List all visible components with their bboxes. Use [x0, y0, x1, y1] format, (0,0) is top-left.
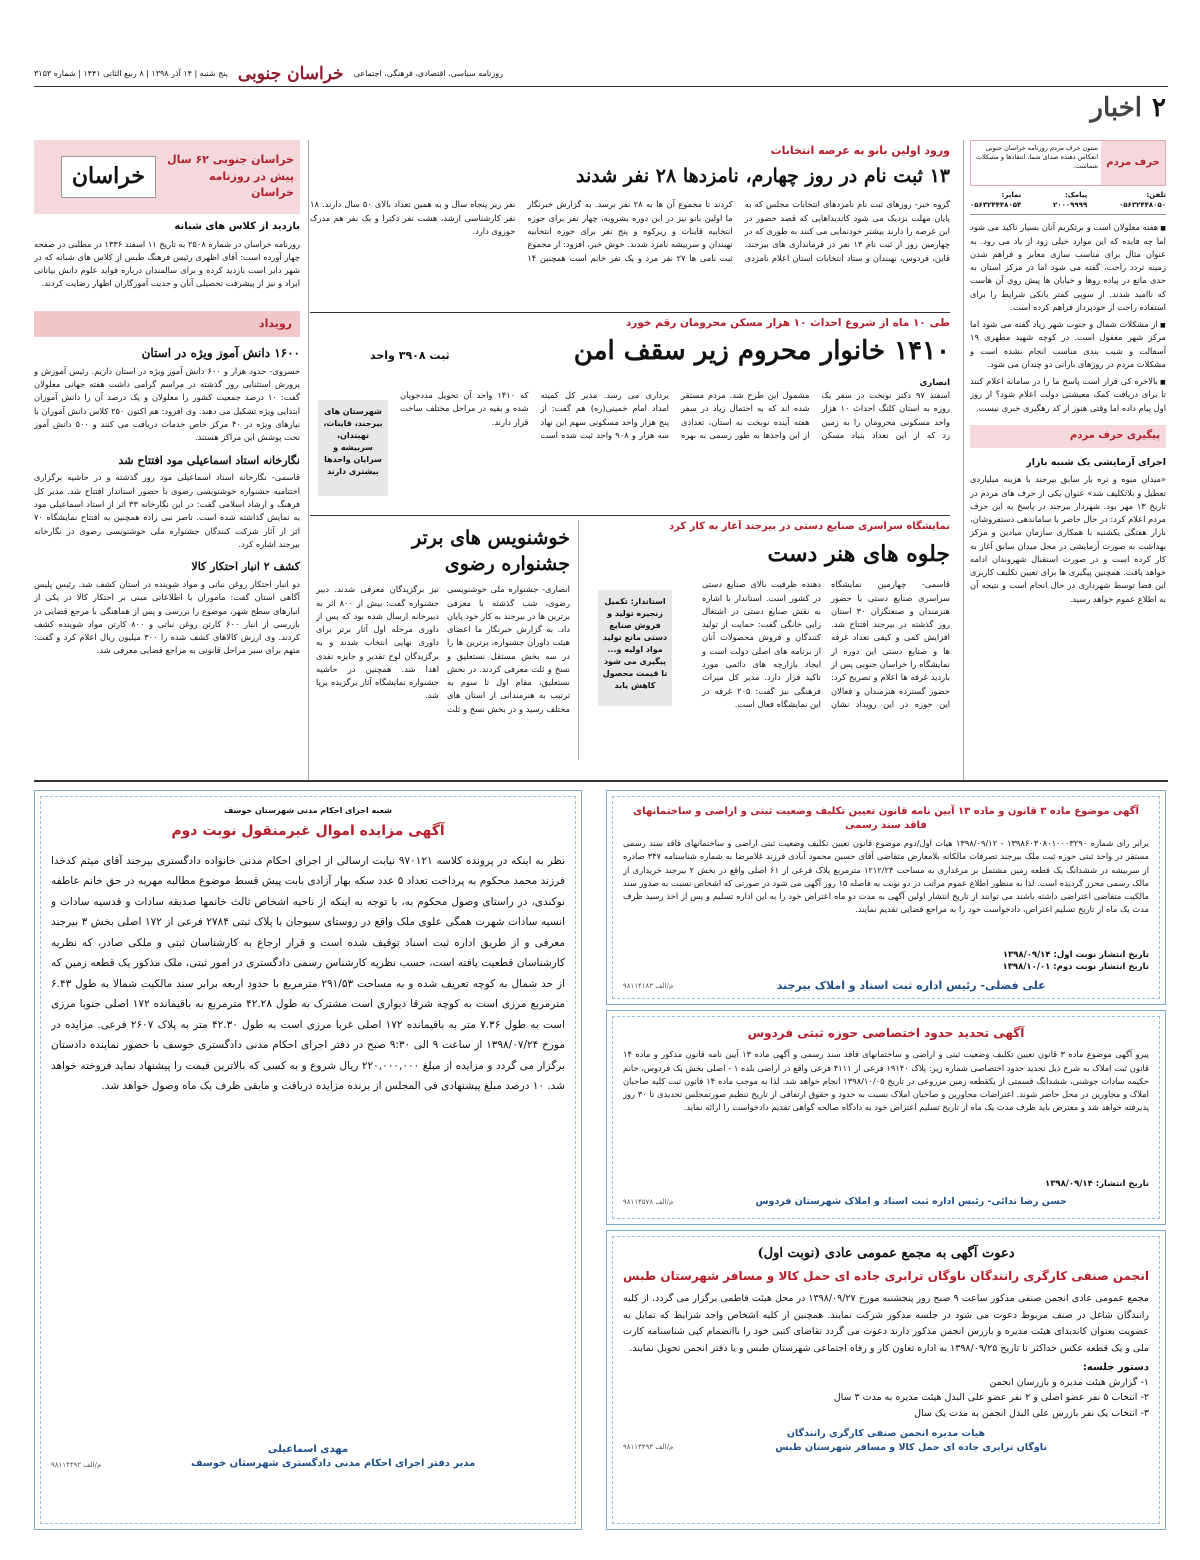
- story1-body: گروه خبر- روزهای ثبت نام نامزدهای انتخابات مجلس که به پایان مهلت نزدیک می شود کاندیداهایی که قصد حضور در این عرصه را دارند بیشتر خودنمایی می کنند به طوری که در چهارمین روز از ثبت نام ۱۳ نفر در فرمانداری های بیرجند، قاین، فردوس، نهبندان و ستاد انتخابات استان اعلام نامزدی کردند تا مجموع آن ها به ۲۸ نفر برسد. به گزارش خبرنگار ما اولین بانو نیز در این دوره بشرویه، چهار نفر برای حوزه انتخابیه قاینات و زیرکوه و پنج نفر برای حوزه انتخابیه نهبندان و سربیشه نامزد شدند. خوش خبر، افزود: از مجموع ثبت نامی ها ۲۷ نفر مرد و یک نفر خانم است همچنین ۱۴ نفر زیر پنجاه سال و به همین تعداد بالای ۵۰ سال دارند. ۱۸ نفر کارشناسی ارشد، هشت نفر دکترا و یک نفر هم مدرک حوزوی دارد.: [310, 199, 950, 263]
- story3-body: قاسمی- چهارمین نمایشگاه سراسری صنایع دستی با حضور هنرمندان و صنعتگران ۳۰ استان روز گذشته در بیرجند افتتاح شد. افزایش کمی و کیفی تعداد غرفه ها و صنایع دستی این دوره از نمایشگاه را خراسان جنوبی پس از بازدید غرفه ها اعلام و تصریح کرد: حضور گسترده هنرمندان و فعالان این حوزه در این رویداد نشان دهنده ظرفیت بالای صنایع دستی در کشور است. استاندار با اشاره به نقش صنایع دستی در اشتغال زایی خانگی گفت: حمایت از تولید کنندگان و فروش محصولات آنان از برنامه های اصلی دولت است و ایجاد بازارچه های دائمی مورد تاکید قرار دارد. مدیر کل میراث فرهنگی نیز گفت: ۲۰۵ غرفه در این نمایشگاه فعال است.: [702, 579, 950, 709]
- archive-badge: خراسان جنوبی ۶۲ سال پیش در روزنامه خراسان: [167, 153, 294, 200]
- ad3-agenda-item: ۲- انتخاب ۵ نفر عضو اصلی و ۲ نفر عضو علی البدل هیئت مدیره به مدت ۳ سال: [833, 1392, 1149, 1404]
- section-name: اخبار: [1090, 93, 1143, 123]
- events-title: رویداد: [34, 311, 300, 337]
- ad3-signature-2: ناوگان ترابری جاده ای حمل کالا و مسافر شهرستان طبس: [775, 1441, 1047, 1453]
- ad3-signature-1: هیات مدیره انجمن صنفی کارگری رانندگان: [786, 1427, 986, 1439]
- story2-title: ۱۴۱۰ خانوار محروم زیر سقف امن: [573, 336, 950, 367]
- page-number: ۲: [1152, 93, 1166, 123]
- ad1-signature: علی فضلی- رئیس اداره ثبت اسناد و املاک بیرجند: [776, 978, 1046, 992]
- paper-name-logo: خراسان جنوبی: [237, 63, 344, 84]
- story2-kicker: طی ۱۰ ماه از شروع احداث ۱۰ هزار مسکن محرومان رقم خورد: [625, 317, 950, 329]
- event2-title: نگارخانه استاد اسماعیلی مود افتتاح شد: [118, 453, 300, 467]
- ad4-title: آگهی مزایده اموال غیرمنقول نوبت دوم: [171, 822, 445, 839]
- story3-title: جلوه های هنر دست: [767, 540, 950, 567]
- sms-block: پیامک: ۲۰۰۰۹۹۹۹: [1053, 191, 1088, 210]
- event3-body: دو انبار احتکار روغن نباتی و مواد شوینده در استان کشف شد. رئیس پلیس آگاهی استان گفت: ماموران با اطلاعاتی مبنی بر احتکار کالا در یکی از انبارهای سطح شهر، موضوع را بررسی و پس از هماهنگی با مرجع قضایی در بازرسی از انبار ۶۰۰ کارتن روغن نباتی و ۸۰۰ کارتن مواد شوینده کشف کردند. وی ارزش کالاهای کشف شده را ۳۰۰ میلیون ریال اعلام کرد و گفت: متهم برای سیر مراحل قانونی به مراجع قضایی معرفی شد.: [34, 579, 300, 656]
- ad4-org: شعبه اجرای احکام مدنی شهرستان خوسف: [224, 806, 392, 815]
- ad1-body: برابر رای شماره ۱۳۹۸۶۰۳۰۸۰۱۰۰۰۳۲۹۰ - ۱۳۹۸/۰۹/۱۲ هیات اول/دوم موضوع قانون تعیین تکلیف وضعیت ثبتی اراضی و ساختمانهای فاقد سند رسمی مستقر در واحد ثبتی حوزه ثبت ملک بیرجند تصرفات مالکانه بلامعارض متقاضی آقای حسین محمود آبادی فرزند غلامرضا به شماره شناسنامه ۳۴۷ صادره از سربیشه در ششدانگ یک قطعه زمین مشتمل بر مرغداری به مساحت ۱۲۱۲/۲۴ مترمربع پلاک فرعی از ۶۱ اصلی واقع در بخش ۲ بیرجند خریداری از مالک رسمی محرز گردیده است. لذا به منظور اطلاع عموم مراتب در دو نوبت به فاصله ۱۵ روز آگهی می شود در صورتی که اشخاص نسبت به صدور سند مالکیت متقاضی اعتراضی داشته باشند می توانند از تاریخ انتشار اولین آگهی به مدت دو ماه اعتراض خود را به این اداره تسلیم و پس از اخذ رسید ظرف مدت یک ماه از تاریخ تسلیم اعتراض، دادخواست خود را به مراجع قضایی تقدیم نمایند.: [623, 838, 1149, 915]
- archive-logo: خراسان: [61, 156, 156, 198]
- masthead-subtitle: روزنامه سیاسی، اقتصادی، فرهنگی، اجتماعی: [353, 69, 504, 79]
- story2-body: اسفند ۹۷ دکتر نوبخت در سفر یک روزه به استان کلنگ احداث ۱۰ هزار واحد مسکونی محرومان را به زمین زد که از این تعداد بنیاد مسکن مشمول این طرح شد. مردم مستقر شده اند که به احتمال زیاد در سفر هفته آینده نوبخت به استان، تعدادی از این واحدها به طور رسمی به بهره برداری می رسد. مدیر کل کمیته امداد امام خمینی(ره) هم گفت: از پنج هزار واحد مسکونی سهم این نهاد سه هزار و ۹۰۸ واحد ثبت شده است که ۱۴۱۰ واحد آن تحویل مددجویان شده و بقیه در مراحل مختلف ساخت قرار دارند.: [400, 390, 950, 441]
- harf-item: ■ هفته معلولان است و برتکریم آنان بسیار تاکید می شود اما چه فایده که این موارد خیلی زود از یاد می رود. به عنوان مثال برای مناسب سازی معابر و فراهم شدن زمینه تردد راحت، گفته می شود اما در مرکز استان به حدی مانع در پیاده روها و خیابان ها پیش روی آن هاست که ناامید شدند. از سویی کمتر بانکی شرایط را برای استفاده راحت از خودپرداز فراهم کرده است.: [970, 221, 1166, 314]
- ads-separator: [34, 780, 1168, 782]
- event1-title: ۱۶۰۰ دانش آموز ویژه در استان: [141, 345, 300, 360]
- section-title: [1090, 90, 1166, 128]
- ad1-date1: تاریخ انتشار نوبت اول: ۱۳۹۸/۰۹/۱۴: [1002, 950, 1149, 960]
- divider: [310, 515, 950, 516]
- column-divider: [963, 140, 964, 780]
- ad3-body: مجمع عمومی عادی انجمن صنفی مذکور ساعت ۹ صبح روز پنجشنبه مورخ ۱۳۹۸/۰۹/۲۷ در محل هیئت فاطمی برگزار می گردد. از کلیه رانندگان شاغل در صنف مربوط دعوت می شود در جلسه مذکور شرکت نمایند. همچنین از کلیه اشخاص واجد شرایط که تمایل به عضویت بعنوان کاندیدای هیئت مدیره و بازرس انجمن مذکور دارند دعوت می گردد تقاضای کتبی خود را باانضمام کپی شناسنامه کارت ملی و یک قطعه عکس حداکثر تا تاریخ ۱۳۹۸/۰۹/۲۵ به اداره تعاون کار و رفاه اجتماعی شهرستان طبس و یا دفتر انجمن تحویل نمایند.: [623, 1293, 1150, 1355]
- event1-body: خسروی- حدود هزار و ۶۰۰ دانش آموز ویژه در استان داریم. رئیس آموزش و پرورش استثنایی روز گذشته در مراسم گرامی داشت هفته جهانی معلولان گفت: ۱۰ درصد جمعیت کشور را معلولان و یک درصد آن را دانش آموزان ابتدایی ویژه تشکیل می دهند. وی افزود: هم اکنون ۲۵۰ کلاس دانش آموزان با نیازهای ویژه در ۴۰ مرکز خاص خدمات دریافت می کنند و ۵۰۰ دانش آموز تحت پوشش این مراکز هستند.: [34, 365, 300, 443]
- ad-assembly-invite: [606, 1230, 1166, 1530]
- harf-item: ■ از مشکلات شمال و جنوب شهر زیاد گفته می شود اما مرکز شهر مغفول است. در کوچه شهید مطهری ۱۹ آسفالت و شیب بندی مناسب انجام نشده است و مشکلات مردم در روزهای بارانی دو چندان می شود.: [970, 318, 1166, 371]
- ad3-title1: دعوت آگهی به مجمع عمومی عادی (نوبت اول): [757, 1246, 1015, 1261]
- story1-kicker: ورود اولین بانو به عرصه انتخابات: [770, 144, 950, 157]
- story-elections: [310, 143, 950, 308]
- ad3-title2: انجمن صنفی کارگری رانندگان ناوگان ترابری جاده ای حمل کالا و مسافر شهرستان طبس: [623, 1268, 1149, 1283]
- date-line: پنج شنبه | ۱۴ آذر ۱۳۹۸ | ۸ ربیع الثانی ۱۴۴۱ | شماره ۳۱۵۳: [34, 69, 228, 79]
- masthead-rule: [34, 86, 1168, 87]
- harf-mardom-box: [970, 140, 1166, 186]
- story2-byline: انصاری: [919, 377, 950, 388]
- ad2-signature: حسن رضا ندائی- رئیس اداره ثبت اسناد و املاک شهرستان فردوس: [755, 1195, 1067, 1207]
- phone-number: ۰۵۶۳۲۴۴۸۰۵۰: [1119, 201, 1166, 210]
- ad3-agenda-item: ۱- گزارش هیئت مدیره و بازرسان انجمن: [989, 1377, 1149, 1389]
- followup-title: پیگیری حرف مردم: [970, 425, 1166, 448]
- left-column: [34, 140, 300, 770]
- ad4-body: نظر به اینکه در پرونده کلاسه ۹۷۰۱۲۱ نیابت ارسالی از اجرای احکام مدنی خانواده دادگستری بیرجند آقای میثم کدخدا فرزند محمد محکوم به پرداخت تعداد ۵ عدد سکه بهار آزادی بابت پیش قسط موضوع مطالبه مهریه در حق خانم عاطفه نوکندی، در راستای وصول محکوم به، با توجه به اینکه از ناحیه اشخاص ثالث خانمها صدیقه سادات و قدسیه سادات و انسیه سادات شهرت همگی علوی ملک واقع در روستای سیوجان با پلاک ثبتی ۲۷۸۴ فرعی از ۱۷۲ اصلی بخش ۳ بیرجند معرفی و از طریق اداره ثبت اسناد توقیف شده است و قرار ارجاع به کارشناسان ثبتی و ملکی صادر، که نظریه کارشناسان قطعیت یافته است، حسب نظریه کارشناس رسمی دادگستری در امور ثبتی، ملک مذکور یک قطعه زمین که از حد شمال به کوچه تعریف شده و به مساحت ۲۹۱/۵۳ مترمربع با حدود اربعه برابر سند مالکیت شمالا به طول ۶.۴۳ مترمربع مرزی است به کوچه شرقا دیواری است مشترک به طول ۴۲.۲۸ مترمربع به باقیمانده ۱۷۲ اصلی جنوبا مرزی است به طول ۷.۳۶ متر به باقیمانده ۱۷۲ اصلی غربا مرزی است به طول ۴۲.۳۰ متر به پلاک ۲۶۰۷ فرعی. مزایده در مورخ ۱۳۹۸/۰۷/۲۴ از ساعت ۹ الی ۹:۳۰ صبح در دفتر اجرای احکام مدنی دادگستری خوسف با حضور نماینده دادستان برگزار می گردد و مزایده از مبلغ ۲۲۰,۰۰۰,۰۰۰ ریال شروع و به کسی که بالاترین قیمت را پیشنهاد نماید فروخته خواهد شد. ۱۰ درصد مبلغ پیشنهادی فی المجلس از برنده مزایده دریافت و مابقی ظرف یک ماه وصول خواهد شد.: [51, 854, 565, 1093]
- phone-block: تلفن: ۰۵۶۳۲۴۴۸۰۵۰: [1119, 191, 1166, 210]
- ad3-code: م/الف ۹۸۱۱۴۴۹۳: [623, 1443, 674, 1452]
- ad2-date: تاریخ انتشار: ۱۳۹۸/۰۹/۱۴: [1045, 1179, 1149, 1190]
- followup-body: «میدان میوه و تره بار سابق بیرجند با هزینه میلیاردی تعطیل و بلاتکلیف شد» عنوان یکی از حرف های مردم در تاریخ ۱۳ مهر بود. شهردار بیرجند در پاسخ به این حرف مردم اعلام کرد: در حال حاضر با ساماندهی دستفروشان، بازار هفتگی یکشنبه با همکاری سازمان میادین و مرکز بهداشت به صورت آزمایشی در محل میدان سابق آغاز به کار کرده است و در صورت استقبال شهروندان ادامه خواهد یافت. همچنین پیگیری ها برای تعیین تکلیف کاربری این فضا توسط شهرداری در حال انجام است و نتیجه آن به اطلاع عموم خواهد رسید.: [970, 474, 1166, 604]
- harf-box-desc: ستون حرف مردم روزنامه خراسان جنوبی انعکاس دهنده صدای شما، انتقادها و مشکلات شماست.: [975, 144, 1098, 170]
- archive-body: روزنامه خراسان در شماره ۲۵۰۸ به تاریخ ۱۱ اسفند ۱۳۳۶ در مطلبی در صفحه چهار آورده است: آقای اظهری رئیس فرهنگ طبس از کلاس های شبانه که در شهر دایر است بازدید کرده و برای سالمندان درباره فواید علوم دانش بیاناتی ایراد و نیز از پیشرفت تحصیلی آنان و جدیت آموزگاران اظهار رضایت کردند.: [34, 238, 300, 289]
- sms-number: ۲۰۰۰۹۹۹۹: [1053, 201, 1088, 210]
- harf-box-title: حرف مردم: [1101, 141, 1165, 185]
- ad2-body: پیرو آگهی موضوع ماده ۳ قانون تعیین تکلیف وضعیت ثبتی و اراضی و ساختمانهای فاقد سند رسمی و آگهی ماده ۱۳ آیین نامه قانون مذکور و ماده ۱۴ قانون ثبت املاک به شرح ذیل تحدید حدود اختصاصی شماره زیر: پلاک ۱۹۱۴۰ فرعی از ۴۱۱۱ فرعی واقع در اراضی بلده ۱ - اصلی بخش یک فردوس، خانم حکیمه سادات جوشنی، ششدانگ قسمتی از یکقطعه زمین مزروعی در تاریخ ۱۳۹۸/۱۰/۰۵ انجام خواهد شد. لذا به موجب ماده ۱۴ قانون ثبت کلیه صاحبان املاک و مجاورین در محل حاضر شوند. اعتراضات مجاورین و صاحبان املاک نسبت به حدود و حقوق ارتفاقی از تاریخ تنظیم صورتمجلس تحدیدی تا ۳۰ روز پذیرفته خواهد شد و معترض باید ظرف مدت یک ماه از تاریخ تسلیم اعتراض خود به دادگاه صالحه گواهی تقدیم دادخواست را ارائه نماید.: [623, 1049, 1149, 1113]
- story4-body: انصاری- جشنواره ملی خوشنویسی رضوی، شب گذشته با معرفی برترین ها در بیرجند به کار خود پایان داد. به گزارش خبرنگار ما اعضای هیئت داوران جشنواره، برترین ها را در سه بخش مستقل نستعلیق و نسخ و ثلث معرفی کردند. در بخش نستعلیق، مقام اول تا سوم به ترتیب به هنرمندانی از استان های مختلف رسید و در بخش نسخ و ثلث نیز برگزیدگان معرفی شدند. دبیر جشنواره گفت: بیش از ۸۰۰ اثر به دبیرخانه ارسال شده بود که پس از داوری مرحله اول آثار برتر برای داوری نهایی انتخاب شدند و به برگزیدگان لوح تقدیر و جایزه نقدی اهدا شد. همچنین در حاشیه جشنواره نمایشگاه آثار برگزیده برپا شد.: [316, 584, 570, 714]
- column-divider: [308, 140, 309, 780]
- story1-title: ۱۳ ثبت نام در روز چهارم، نامزدها ۲۸ نفر شدند: [576, 164, 950, 187]
- divider: [310, 312, 950, 313]
- story4-title: خوشنویس های برتر جشنواره رضوی: [412, 527, 570, 575]
- ad3-agenda-item: ۳- انتخاب یک نفر بازرس علی البدل انجمن به مدت یک سال: [914, 1407, 1149, 1419]
- ad2-title: آگهی تحدید حدود اختصاصی حوزه ثبتی فردوس: [747, 1026, 1025, 1040]
- ad-land-registration: [606, 790, 1166, 1005]
- story3-pullquote: استاندار: تکمیل زنجیره تولید و فروش صنایع دستی مانع تولید مواد اولیه و... پیگیری می شود تا قیمت محصول کاهش یابد: [598, 590, 672, 706]
- ad1-header: آگهی موضوع ماده ۳ قانون و ماده ۱۳ آیین نامه قانون تعیین تکلیف وضعیت ثبتی و اراضی و ساختمانهای فاقد سند رسمی: [632, 806, 1139, 831]
- archive-title: بازدید از کلاس های شبانه: [174, 221, 300, 232]
- event3-title: کشف ۲ انبار احتکار کالا: [191, 560, 300, 574]
- story-housing: [310, 316, 950, 511]
- column-divider: [578, 520, 579, 760]
- ad2-code: م/الف ۹۸۱۱۴۵۷۸: [623, 1197, 674, 1206]
- masthead: [34, 63, 1168, 85]
- story3-kicker: نمایشگاه سراسری صنایع دستی در بیرجند آغاز به کار کرد: [668, 521, 950, 532]
- right-column: [970, 140, 1166, 770]
- event2-body: قاسمی- نگارخانه استاد اسماعیلی مود روز گذشته و در حاشیه برگزاری اختتامیه جشنواره خوشنویسی رضوی با حضور استاندار افتتاح شد. مدیر کل فرهنگ و ارشاد اسلامی گفت: در این نگارخانه ۳۳ اثر از استاد اسماعیلی مود به نمایش گذاشته شده است. ناصر نبی زاده همچنین به افتتاح نمایشگاه ۷۰ اثر از آثار شرکت کنندگان جشنواره ملی خوشنویسی رضوی در نگارخانه بیرجند اشاره کرد.: [34, 472, 300, 549]
- ad4-signature-title: مدیر دفتر اجرای احکام مدنی دادگستری شهرستان خوسف: [190, 1458, 476, 1470]
- story2-subtitle: ثبت ۳۹۰۸ واحد: [370, 349, 450, 363]
- story2-pullquote: شهرستان های بیرجند، قاینات، نهبندان، سربیشه و سرایان واحدها بیشتری دارند: [318, 400, 388, 496]
- followup-heading: اجرای آزمایشی یک شنبه بازار: [1026, 456, 1166, 468]
- archive-banner: [34, 140, 300, 214]
- ad-boundary: [606, 1010, 1166, 1225]
- fax-block: نمابر: ۰۵۶۳۲۴۴۴۸۰۵۴: [970, 191, 1022, 210]
- fax-number: ۰۵۶۳۲۴۴۴۸۰۵۴: [970, 201, 1022, 210]
- ad-auction: [34, 790, 582, 1530]
- ad4-code: م/الف ۹۸۱۱۴۴۹۲: [51, 1460, 102, 1469]
- ad3-agenda-title: دستور جلسه:: [1082, 1361, 1149, 1373]
- story-calligraphy: [316, 526, 570, 762]
- harf-item: ■ بالاخره کی قرار است پاسخ ما را در سامانه اعلام کنند تا برای دریافت کمک معیشتی دولت اعلام شود؟ از روز اول پیام داده اما وقتی هنوز از کد رهگیری خبری نیست.: [970, 375, 1166, 415]
- ad1-date2: تاریخ انتشار نوبت دوم: ۱۳۹۸/۱۰/۰۱: [1002, 962, 1149, 973]
- ad1-code: م/الف ۹۸۱۱۴۱۸۳: [623, 981, 674, 990]
- ad4-signature-name: مهدی اسماعیلی: [267, 1443, 349, 1455]
- contact-row: [970, 186, 1166, 215]
